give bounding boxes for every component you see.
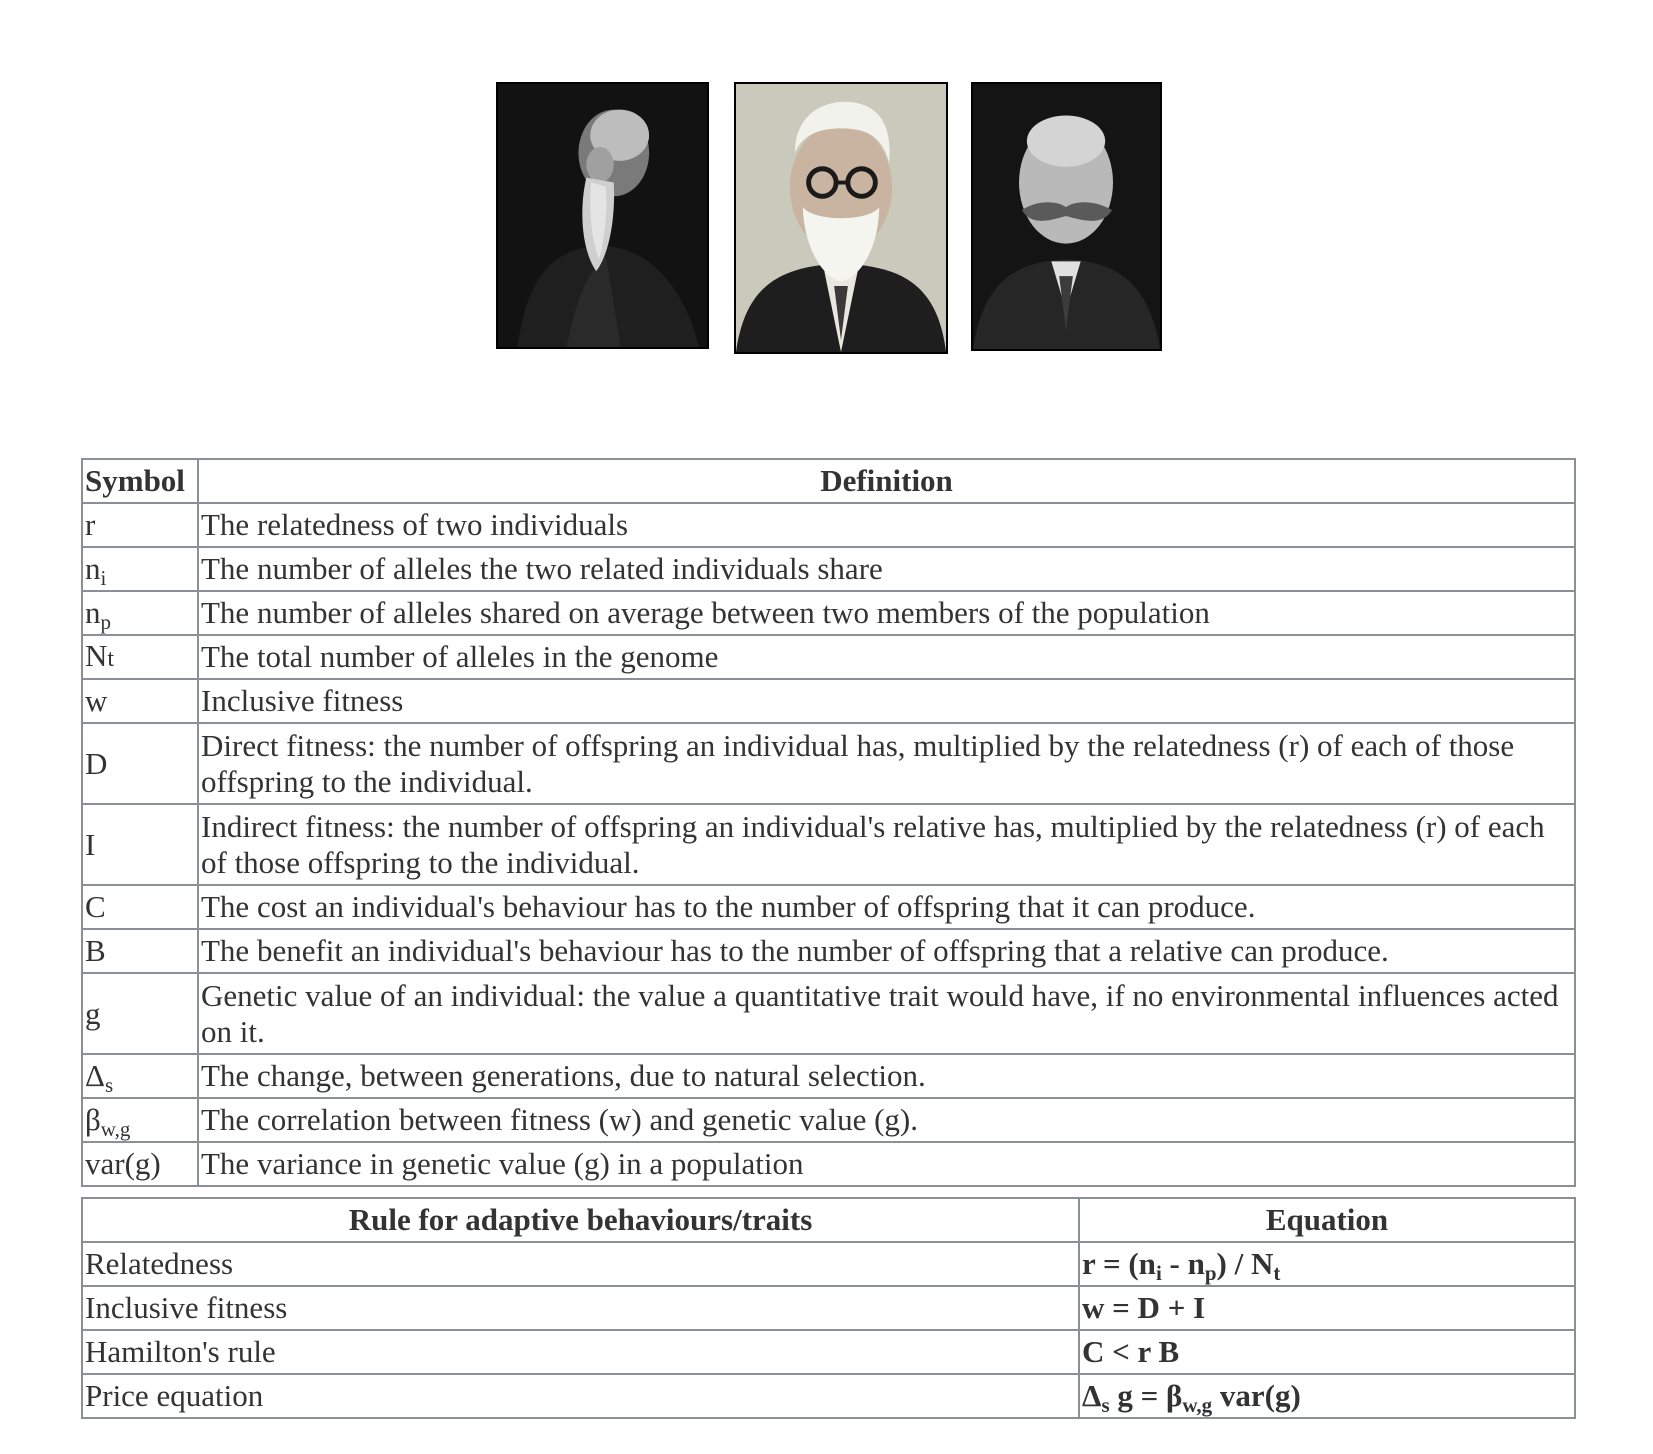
symbol-text: Δ [85, 1058, 105, 1093]
symbol-cell [82, 804, 198, 885]
table-row [82, 1098, 1575, 1142]
symbol-text: I [85, 826, 96, 862]
portrait-bearded-man-profile-image [498, 84, 707, 347]
equation-cell [1079, 1242, 1575, 1286]
symbol-cell [82, 885, 198, 929]
symbol-text: n [85, 551, 101, 586]
definition-cell: Genetic value of an individual: the value a quantitative trait would have, if no environmental influences acted on it. [198, 973, 1575, 1054]
definition-cell: Direct fitness: the number of offspring an individual has, multiplied by the relatedness (r) of each of those offspring to the individual. [198, 723, 1575, 804]
definitions-table-body [82, 503, 1575, 1186]
portrait-man-moustache [971, 82, 1162, 351]
symbol-text: β [85, 1102, 101, 1137]
symbol-text: N [85, 637, 108, 673]
definitions-table [81, 458, 1576, 1187]
table-row [82, 973, 1575, 1054]
symbol-text: g [85, 995, 101, 1031]
rules-table-body [82, 1242, 1575, 1418]
definition-cell: The total number of alleles in the genome [198, 635, 1575, 679]
table-row [82, 591, 1575, 635]
table-row [82, 929, 1575, 973]
table-row [82, 1374, 1575, 1418]
equation-part: - n [1161, 1246, 1205, 1281]
rule-cell: Hamilton's rule [82, 1330, 1079, 1374]
symbol-text: var(g) [85, 1146, 161, 1181]
symbol-text: C [85, 889, 106, 924]
symbol-column-header: Symbol [82, 459, 198, 503]
rule-column-header: Rule for adaptive behaviours/traits [82, 1198, 1079, 1242]
rule-cell: Inclusive fitness [82, 1286, 1079, 1330]
definition-cell: The cost an individual's behaviour has to the number of offspring that it can produce. [198, 885, 1575, 929]
symbol-cell [82, 1098, 198, 1142]
equation-cell [1079, 1374, 1575, 1418]
symbol-subscript: w,g [100, 1117, 131, 1141]
definition-cell: Indirect fitness: the number of offspring an individual's relative has, multiplied by the relatedness (r) of each of those offspring to the individual. [198, 804, 1575, 885]
equation-subscript: p [1204, 1261, 1217, 1285]
symbol-text: D [85, 745, 108, 781]
symbol-subscript: i [100, 566, 107, 590]
symbol-cell [82, 547, 198, 591]
table-row [82, 885, 1575, 929]
definition-cell: The variance in genetic value (g) in a population [198, 1142, 1575, 1186]
definitions-header-row [82, 459, 1575, 503]
equation-cell: w = D + I [1079, 1286, 1575, 1330]
definition-cell: The benefit an individual's behaviour has to the number of offspring that a relative can produce. [198, 929, 1575, 973]
portrait-bearded-man-profile [496, 82, 709, 349]
table-row [82, 547, 1575, 591]
equation-part: g = β [1109, 1378, 1183, 1413]
table-row [82, 1142, 1575, 1186]
equation-subscript: w,g [1182, 1393, 1213, 1417]
definition-cell: The number of alleles the two related individuals share [198, 547, 1575, 591]
definition-column-header: Definition [198, 459, 1575, 503]
symbol-cell [82, 929, 198, 973]
rule-cell: Price equation [82, 1374, 1079, 1418]
table-row [82, 635, 1575, 679]
definition-cell: Inclusive fitness [198, 679, 1575, 723]
equation-part: r = (n [1082, 1246, 1156, 1281]
definition-cell: The correlation between fitness (w) and genetic value (g). [198, 1098, 1575, 1142]
symbol-cell [82, 503, 198, 547]
symbol-cell [82, 723, 198, 804]
table-row [82, 503, 1575, 547]
symbol-text: n [85, 595, 101, 630]
symbol-cell [82, 635, 198, 679]
table-row [82, 679, 1575, 723]
definition-cell: The change, between generations, due to natural selection. [198, 1054, 1575, 1098]
symbol-cell [82, 591, 198, 635]
portrait-strip [0, 0, 1653, 360]
table-row [82, 1054, 1575, 1098]
portrait-man-glasses-beard-image [736, 84, 946, 352]
symbol-cell [82, 679, 198, 723]
table-row [82, 1286, 1575, 1330]
symbol-cell [82, 1054, 198, 1098]
symbol-subscript: s [104, 1073, 114, 1097]
rules-header-row [82, 1198, 1575, 1242]
portrait-man-moustache-image [973, 84, 1160, 349]
equation-subscript: t [1273, 1261, 1281, 1285]
symbol-subscript: p [100, 610, 111, 634]
equation-column-header: Equation [1079, 1198, 1575, 1242]
table-row [82, 723, 1575, 804]
symbol-text: B [85, 933, 106, 968]
portrait-man-glasses-beard [734, 82, 948, 354]
equation-subscript: i [1155, 1261, 1162, 1285]
equation-cell: C < r B [1079, 1330, 1575, 1374]
rules-table [81, 1197, 1576, 1419]
equation-subscript: s [1101, 1393, 1110, 1417]
equation-part: var(g) [1212, 1378, 1301, 1413]
equation-part: ) / N [1216, 1246, 1274, 1281]
table-row [82, 1242, 1575, 1286]
definition-cell: The relatedness of two individuals [198, 503, 1575, 547]
symbol-cell [82, 973, 198, 1054]
symbol-text: r [85, 507, 96, 542]
table-row [82, 1330, 1575, 1374]
symbol-text: w [85, 683, 108, 718]
table-row [82, 804, 1575, 885]
rule-cell: Relatedness [82, 1242, 1079, 1286]
equation-part: Δ [1082, 1378, 1102, 1413]
definition-cell: The number of alleles shared on average between two members of the population [198, 591, 1575, 635]
symbol-cell [82, 1142, 198, 1186]
symbol-subscript: t [107, 645, 115, 672]
